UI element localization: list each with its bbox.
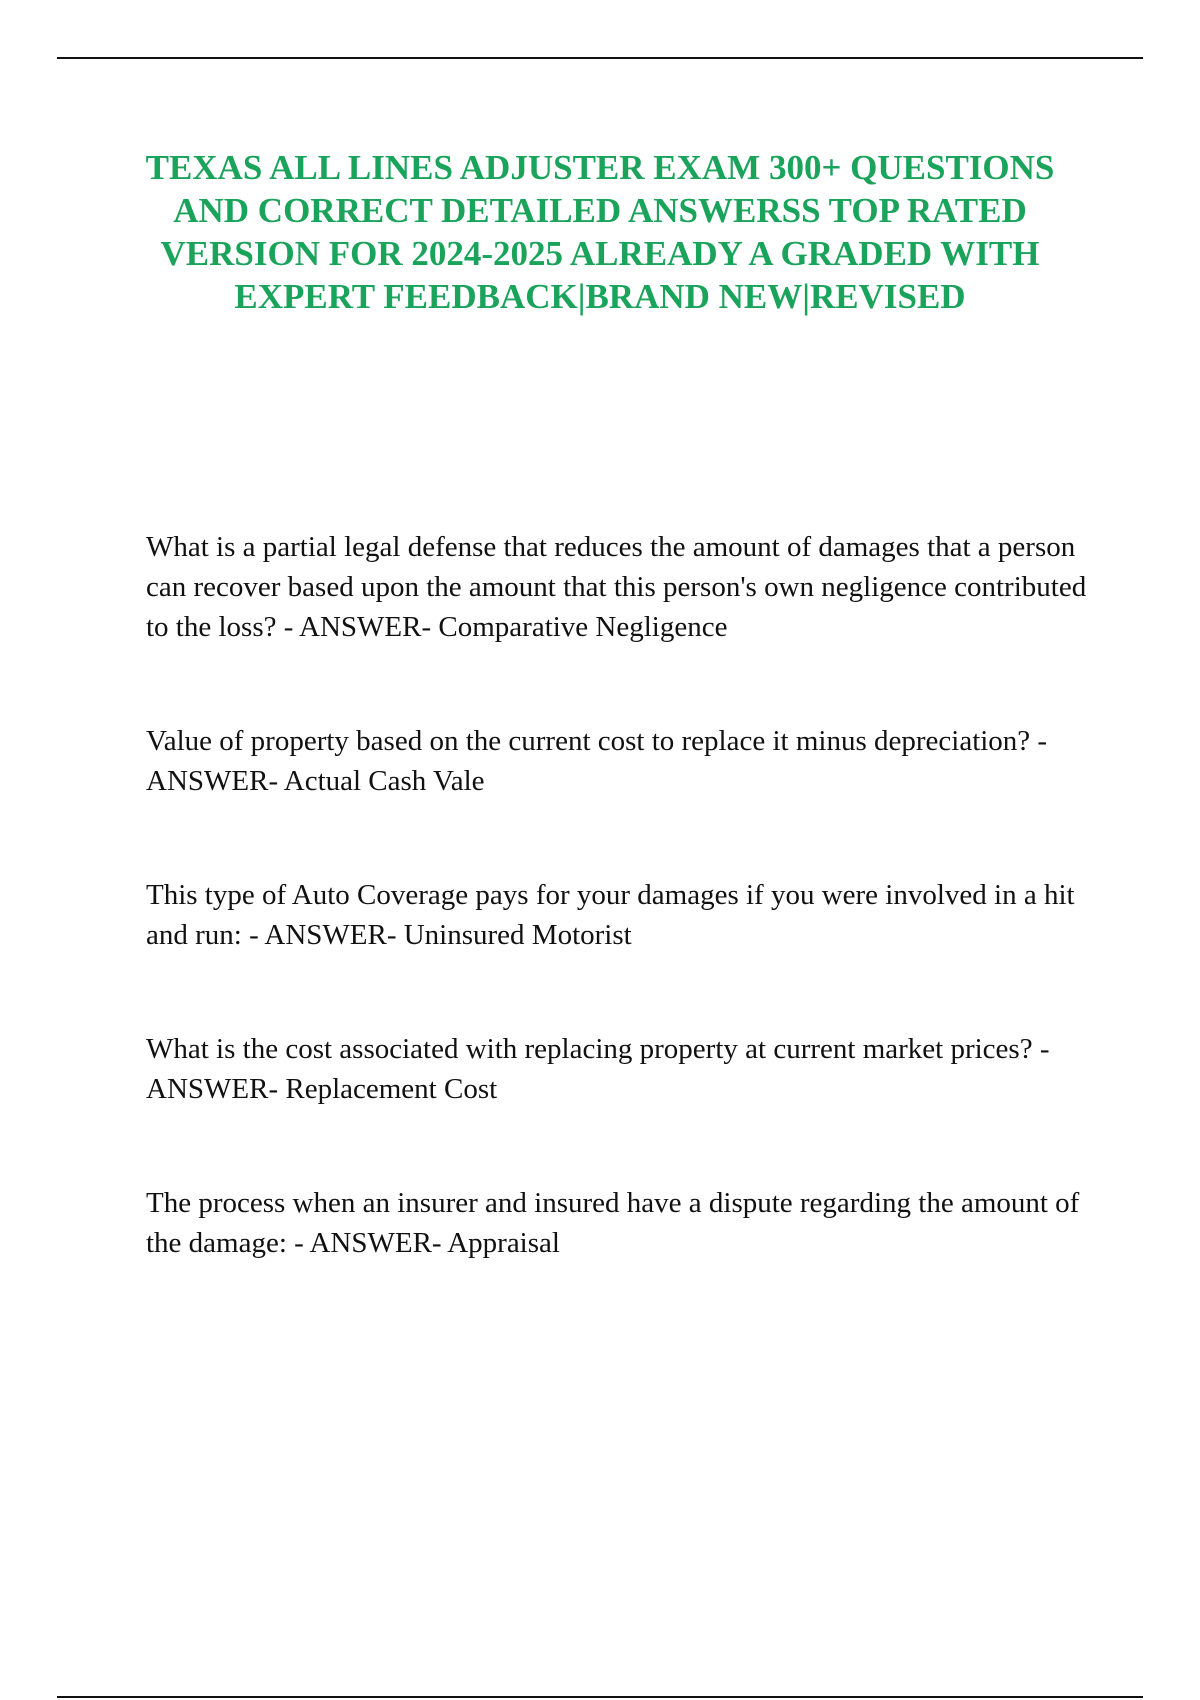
top-rule [57,57,1143,59]
qa-item-1: What is a partial legal defense that reduces the amount of damages that a person can recover based upon the amount that this person's own negligence contributed to the loss? - ANSWER- Comparative Negligence [146,531,1087,643]
qa-item-3: This type of Auto Coverage pays for your damages if you were involved in a hit and run: - ANSWER- Uninsured Motorist [146,879,1075,951]
bottom-rule [57,1696,1143,1698]
qa-item-4: What is the cost associated with replacing property at current market prices? - ANSWER- Replacement Cost [146,1033,1050,1105]
qa-item-5: The process when an insurer and insured have a dispute regarding the amount of the damage: - ANSWER- Appraisal [146,1187,1080,1259]
document-title: TEXAS ALL LINES ADJUSTER EXAM 300+ QUESTIONS AND CORRECT DETAILED ANSWERSS TOP RATED VERSION FOR 2024-2025 ALREADY A GRADED WITH EXPERT FEEDBACK|BRAND NEW|REVISED [145,148,1055,316]
qa-list [146,527,1106,1263]
qa-item-2: Value of property based on the current cost to replace it minus depreciation? - ANSWER- Actual Cash Vale [146,725,1048,797]
